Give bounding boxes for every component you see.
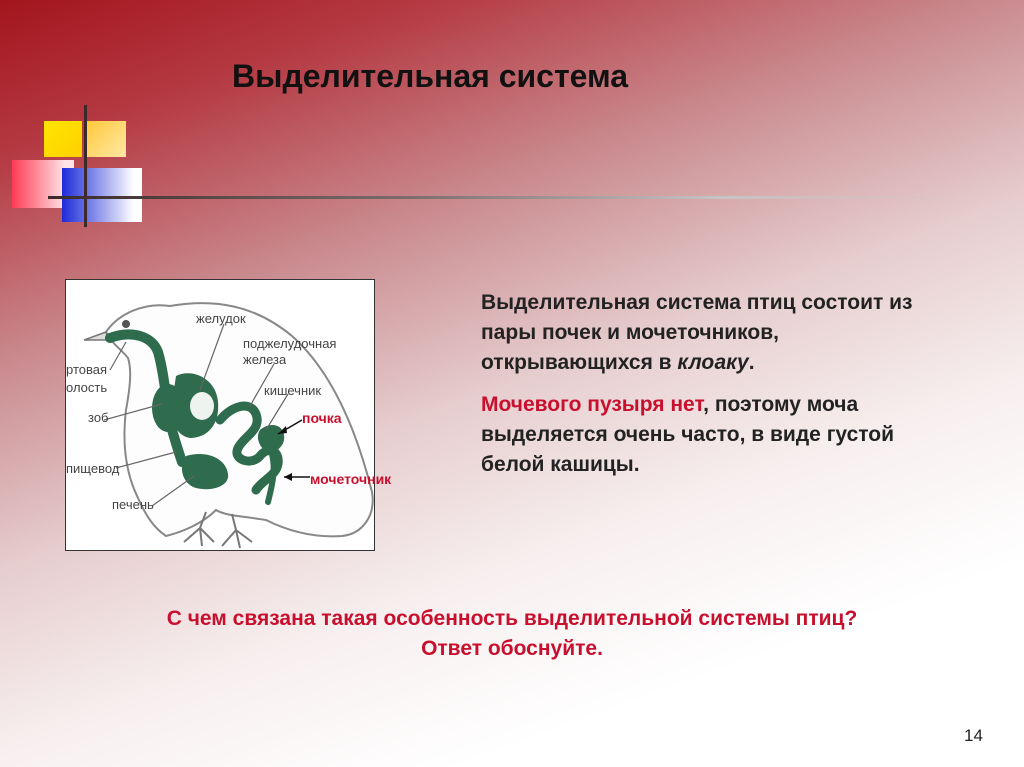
question-block bbox=[40, 604, 984, 664]
decor-yellow-square bbox=[44, 121, 82, 157]
label-esophagus: пищевод bbox=[66, 461, 120, 476]
decor-orange-square bbox=[86, 121, 126, 157]
label-pancreas-2: железа bbox=[243, 352, 287, 367]
bird-beak bbox=[84, 332, 108, 340]
paragraph2-highlight: Мочевого пузыря нет bbox=[481, 393, 704, 416]
bird-stomach-inner bbox=[190, 392, 214, 420]
label-kidney: почка bbox=[302, 410, 342, 426]
label-oral-cavity-2: олость bbox=[66, 380, 108, 395]
label-ureter: мочеточник bbox=[310, 471, 392, 487]
label-liver: печень bbox=[112, 497, 154, 512]
body-text bbox=[481, 288, 951, 492]
paragraph-no-bladder bbox=[481, 390, 951, 480]
label-oral-cavity-1: ртовая bbox=[66, 362, 108, 377]
paragraph-excretory-system bbox=[481, 288, 951, 378]
arrow-ureter-head bbox=[284, 473, 292, 481]
paragraph1-cloaca: клоаку bbox=[677, 351, 749, 374]
label-pancreas-1: поджелудочная bbox=[243, 336, 337, 351]
question-line-1: С чем связана такая особенность выделительной системы птиц? bbox=[166, 607, 858, 630]
label-intestine: кишечник bbox=[264, 383, 322, 398]
paragraph2-text: , поэтому моча выделяется очень часто, в виде густой белой кашицы. bbox=[481, 393, 895, 476]
decor-blue-square bbox=[62, 168, 142, 222]
decor-horizontal-line bbox=[48, 196, 948, 199]
paragraph1-text: Выделительная система птиц состоит из пары почек и мочеточников, открывающихся в bbox=[481, 291, 913, 374]
page-number: 14 bbox=[964, 726, 983, 745]
question-line-2: Ответ обоснуйте. bbox=[421, 637, 603, 660]
paragraph1-end: . bbox=[748, 351, 755, 374]
bird-eye bbox=[122, 320, 130, 328]
slide-title: Выделительная система bbox=[232, 58, 629, 94]
label-stomach: желудок bbox=[196, 311, 246, 326]
arrow-kidney-head bbox=[278, 426, 287, 434]
bird-leg-right bbox=[222, 514, 252, 548]
label-crop: зоб bbox=[88, 410, 109, 425]
decor-vertical-line bbox=[84, 105, 87, 227]
